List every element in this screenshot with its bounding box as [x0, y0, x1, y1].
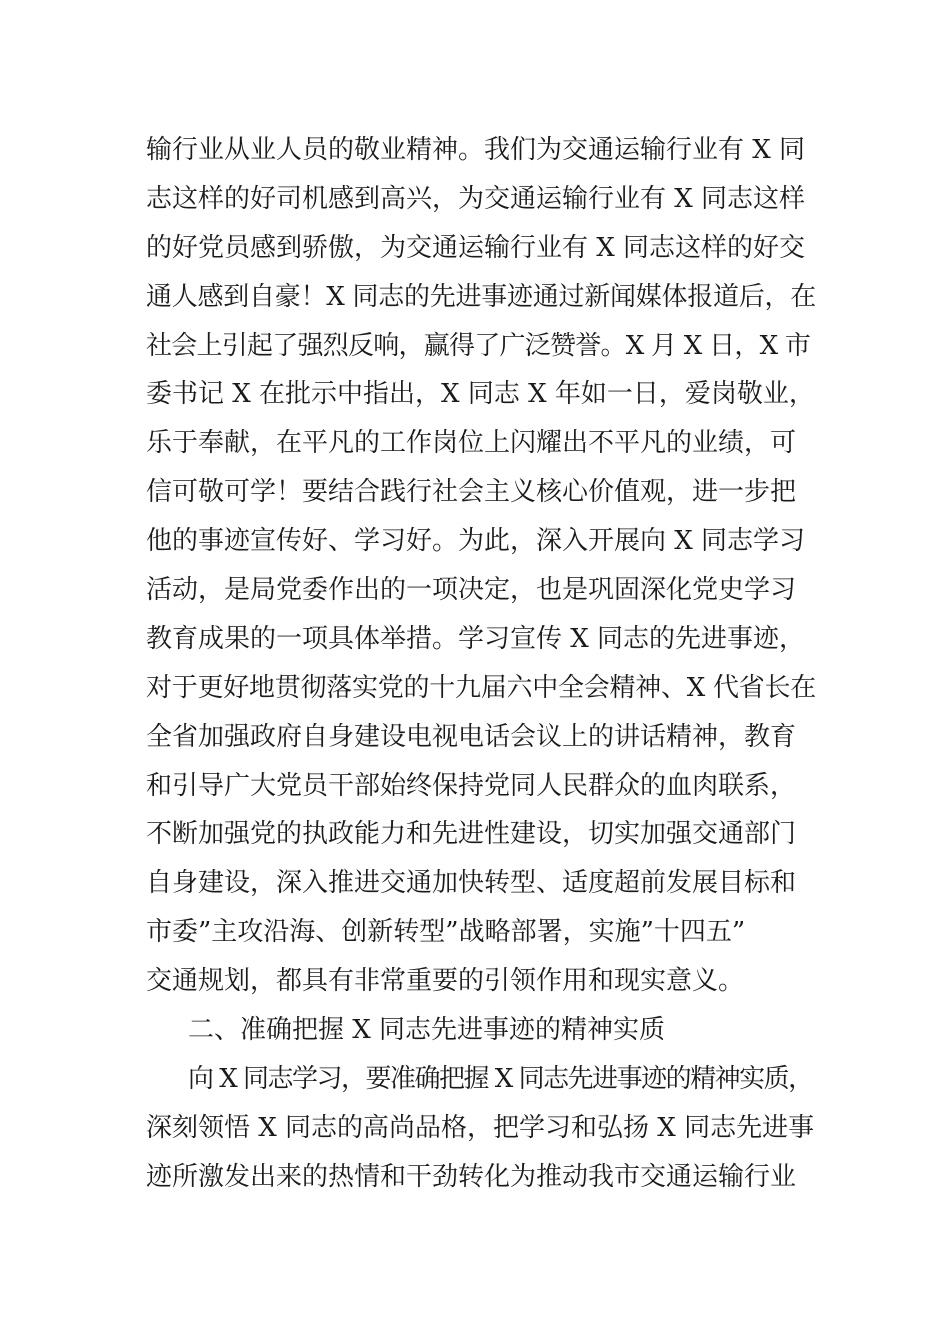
text-line: 交通规划，都具有非常重要的引领作用和现实意义。: [146, 966, 745, 997]
text-line: 输行业从业人员的敬业精神。我们为交通运输行业有 X 同: [146, 135, 806, 165]
section-heading: 二、准确把握 X 同志先进事迹的精神实质: [188, 1015, 666, 1046]
text-line: 志这样的好司机感到高兴，为交通运输行业有 X 同志这样: [146, 183, 806, 214]
text-line: 深刻领悟 X 同志的高尚品格，把学习和弘扬 X 同志先进事: [146, 1112, 815, 1143]
text-line: 市委”主攻沿海、创新转型”战略部署，实施”十四五”: [146, 917, 746, 948]
text-line: 自身建设，深入推进交通加快转型、适度超前发展目标和: [146, 868, 797, 899]
text-line: 全省加强政府自身建设电视电话会议上的讲话精神，教育: [146, 721, 797, 752]
text-line: 对于更好地贯彻落实党的十九届六中全会精神、X 代省长在: [146, 672, 817, 703]
text-line: 不断加强党的执政能力和先进性建设，切实加强交通部门: [146, 819, 797, 850]
text-line: 向 X 同志学习，要准确把握 X 同志先进事迹的精神实质，: [188, 1063, 813, 1094]
text-line: 乐于奉献，在平凡的工作岗位上闪耀出不平凡的业绩，可: [146, 428, 797, 459]
text-line: 委书记 X 在批示中指出，X 同志 X 年如一日，爱岗敬业，: [146, 379, 815, 410]
text-line: 他的事迹宣传好、学习好。为此，深入开展向 X 同志学习: [146, 526, 806, 557]
text-line: 信可敬可学！要结合践行社会主义核心价值观，进一步把: [146, 477, 797, 508]
text-line: 的好党员感到骄傲，为交通运输行业有 X 同志这样的好交: [146, 232, 806, 263]
text-line: 活动，是局党委作出的一项决定，也是巩固深化党史学习: [146, 575, 797, 606]
text-line: 教育成果的一项具体举措。学习宣传 X 同志的先进事迹，: [146, 623, 806, 654]
text-line: 和引导广大党员干部始终保持党同人民群众的血肉联系，: [146, 770, 797, 801]
text-line: 迹所激发出来的热情和干劲转化为推动我市交通运输行业: [146, 1161, 797, 1192]
text-line: 社会上引起了强烈反响，赢得了广泛赞誉。X 月 X 日，X 市: [146, 330, 811, 361]
body-text: [146, 126, 816, 1202]
text-line: 通人感到自豪！X 同志的先进事迹通过新闻媒体报道后，在: [146, 281, 817, 312]
